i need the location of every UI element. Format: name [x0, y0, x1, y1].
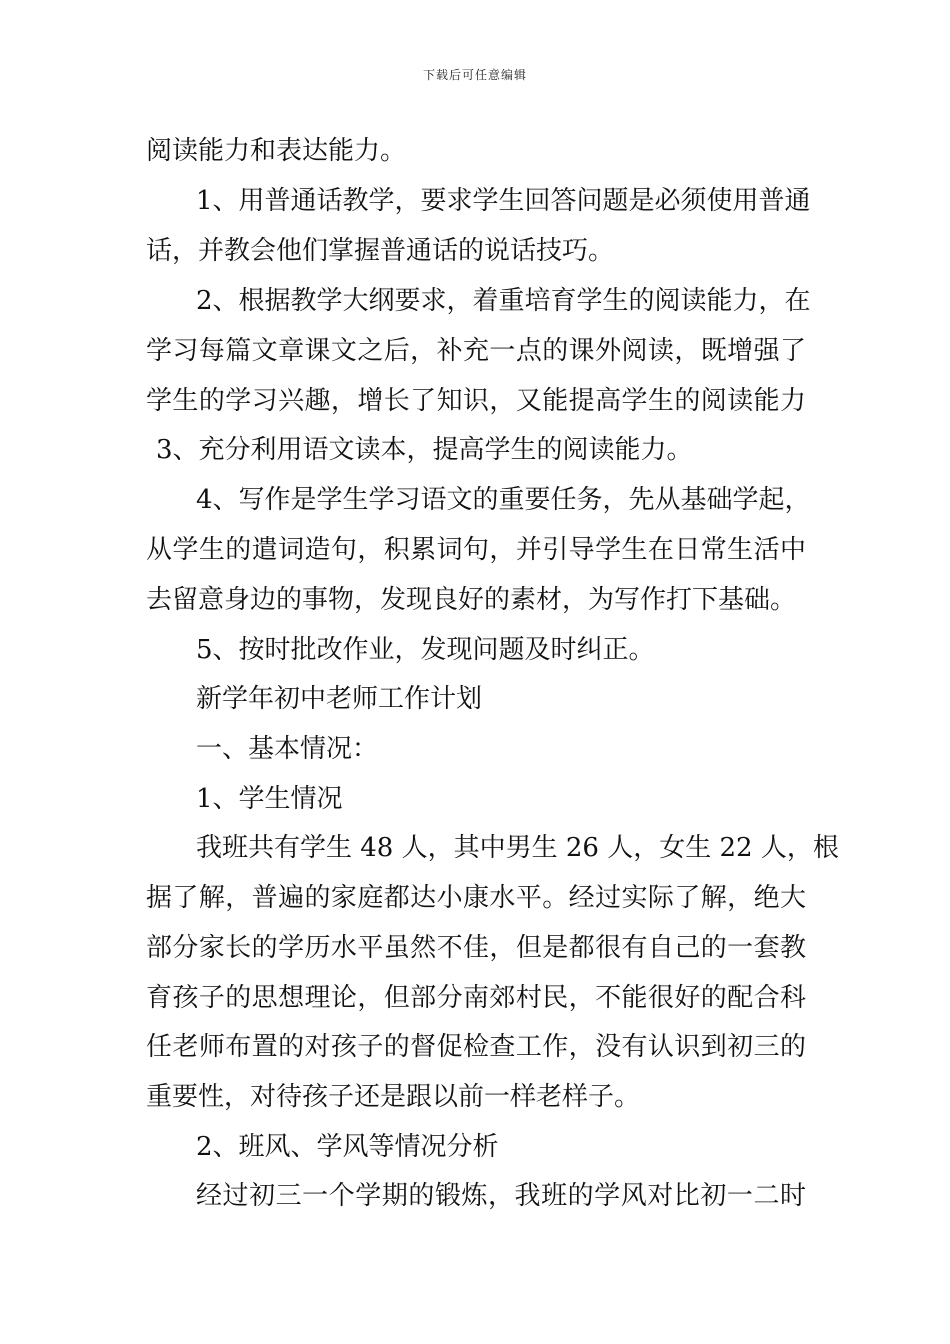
subsection-heading: 2、班风、学风等情况分析: [196, 1132, 499, 1162]
subsection-heading: 1、学生情况: [196, 784, 343, 814]
section-title: 新学年初中老师工作计划: [196, 684, 483, 714]
paragraph-line: 经过初三一个学期的锻炼，我班的学风对比初一二时: [196, 1181, 806, 1211]
paragraph-line: 5、按时批改作业，发现问题及时纠正。: [196, 635, 655, 665]
paragraph-line: 部分家长的学历水平虽然不佳，但是都很有自己的一套教: [146, 933, 806, 963]
paragraph-line: 学习每篇文章课文之后，补充一点的课外阅读，既增强了: [146, 336, 806, 366]
paragraph-line: 3、充分利用语文读本，提高学生的阅读能力。: [156, 435, 693, 465]
paragraph-line: 4、写作是学生学习语文的重要任务，先从基础学起，: [196, 485, 811, 515]
paragraph-line: 话，并教会他们掌握普通话的说话技巧。: [146, 236, 615, 266]
paragraph-line: 阅读能力和表达能力。: [146, 136, 407, 166]
paragraph-line: 重要性，对待孩子还是跟以前一样老样子。: [146, 1082, 641, 1112]
paragraph-line: 我班共有学生 48 人，其中男生 26 人，女生 22 人，根: [196, 833, 839, 863]
paragraph-line: 任老师布置的对孩子的督促检查工作，没有认识到初三的: [146, 1032, 806, 1062]
section-heading: 一、基本情况：: [196, 734, 379, 764]
paragraph-line: 育孩子的思想理论，但部分南郊村民，不能很好的配合科: [146, 983, 806, 1013]
paragraph-line: 学生的学习兴趣，增长了知识，又能提高学生的阅读能力: [146, 386, 806, 416]
paragraph-line: 2、根据教学大纲要求，着重培育学生的阅读能力，在: [196, 286, 811, 316]
paragraph-line: 1、用普通话教学，要求学生回答问题是必须使用普通: [196, 186, 811, 216]
paragraph-line: 去留意身边的事物，发现良好的素材，为写作打下基础。: [146, 585, 797, 615]
paragraph-line: 从学生的遣词造句，积累词句，并引导学生在日常生活中: [146, 535, 806, 565]
paragraph-line: 据了解，普遍的家庭都达小康水平。经过实际了解，绝大: [146, 883, 806, 913]
page-header: 下载后可任意编辑: [422, 68, 527, 82]
